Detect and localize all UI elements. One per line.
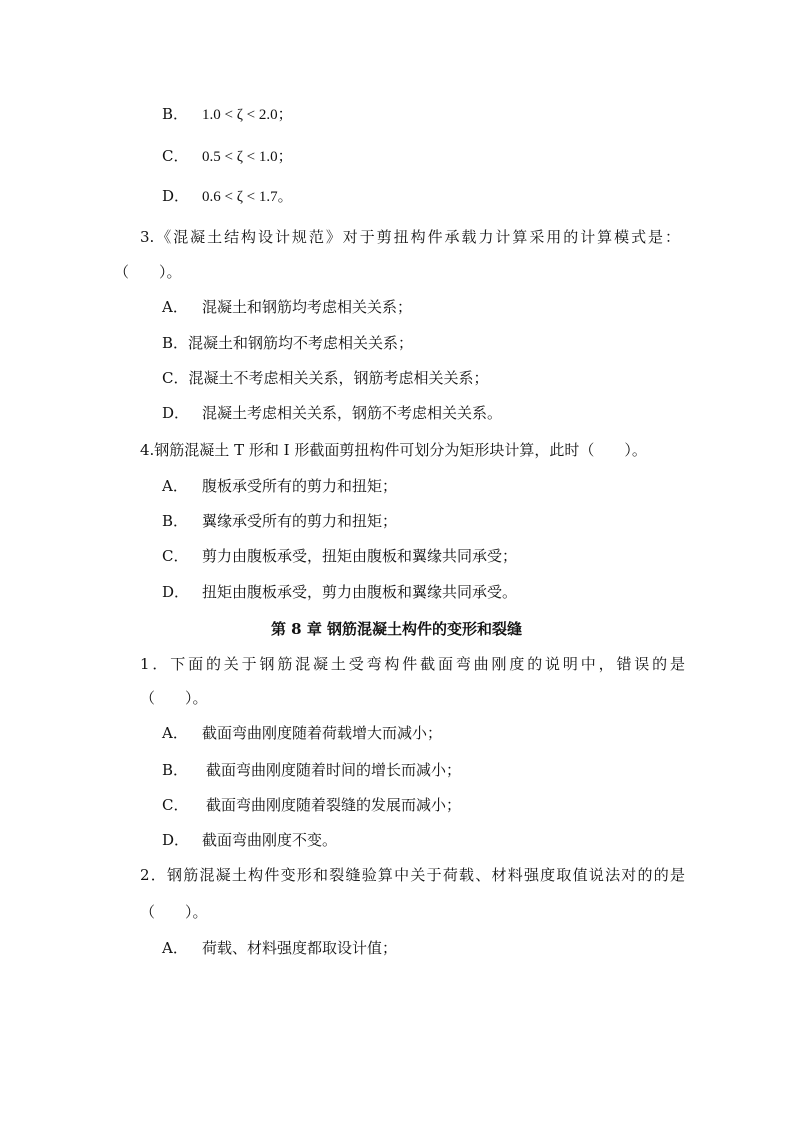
option-text: 混凝土考虑相关关系，钢筋不考虑相关关系。: [202, 404, 503, 422]
ch8-q1-stem-line2: （ ）。: [140, 689, 208, 707]
q3-stem-line1: 3.《混凝土结构设计规范》对于剪扭构件承载力计算采用的计算模式是：: [140, 228, 680, 246]
ch8-q1-option-b: [162, 760, 461, 780]
q3-option-b: [162, 333, 413, 353]
option-text: 剪力由腹板承受，扭矩由腹板和翼缘共同承受；: [202, 547, 518, 565]
option-text: 混凝土和钢筋均不考虑相关关系；: [188, 334, 414, 352]
ch8-q1-option-a: [162, 723, 442, 743]
option-label: A．: [162, 298, 188, 316]
q2-option-b: [162, 104, 293, 125]
option-text: 荷载、材料强度都取设计值；: [202, 939, 398, 957]
option-text: 1.0 < ζ < 2.0；: [202, 107, 293, 123]
ch8-q2-option-a: [162, 938, 397, 958]
option-text: 截面弯曲刚度随着时间的增长而减小；: [206, 761, 462, 779]
option-label: D．: [162, 583, 190, 601]
option-label: C．: [162, 369, 189, 387]
option-text: 腹板承受所有的剪力和扭矩；: [202, 477, 398, 495]
ch8-q1-stem-line1: 1．下面的关于钢筋混凝土受弯构件截面弯曲刚度的说明中，错误的是: [140, 655, 685, 673]
option-label: C．: [162, 147, 189, 165]
option-label: B．: [162, 334, 189, 352]
q3-option-a: [162, 297, 412, 317]
option-text: 截面弯曲刚度不变。: [202, 831, 338, 849]
option-label: D．: [162, 187, 190, 205]
option-text: 截面弯曲刚度随着裂缝的发展而减小；: [206, 796, 462, 814]
option-label: C．: [162, 547, 189, 565]
q4-option-c: [162, 546, 517, 566]
ch8-q2-stem-line2: （ ）。: [140, 903, 208, 921]
q2-option-c: [162, 146, 293, 167]
chapter-heading: 第 8 章 钢筋混凝土构件的变形和裂缝: [270, 620, 523, 638]
ch8-q1-option-c: [162, 795, 461, 815]
option-text: 0.5 < ζ < 1.0；: [202, 149, 293, 165]
option-label: D．: [162, 404, 190, 422]
option-text: 混凝土和钢筋均考虑相关关系；: [202, 298, 413, 316]
option-text: 扭矩由腹板承受，剪力由腹板和翼缘共同承受。: [202, 583, 518, 601]
option-label: B．: [162, 512, 189, 530]
ch8-q1-option-d: [162, 830, 337, 850]
option-label: C．: [162, 796, 189, 814]
q3-stem-line2: （ ）。: [114, 263, 182, 281]
q4-option-a: [162, 476, 397, 496]
q2-option-d: [162, 186, 293, 207]
option-text: 0.6 < ζ < 1.7。: [202, 189, 293, 205]
option-label: B．: [162, 761, 189, 779]
option-label: A．: [162, 939, 188, 957]
option-text: 截面弯曲刚度随着荷载增大而减小；: [202, 724, 443, 742]
q4-stem: 4.钢筋混凝土 T 形和 I 形截面剪扭构件可划分为矩形块计算，此时（ ）。: [140, 441, 647, 459]
option-label: B．: [162, 105, 189, 123]
q3-option-c: [162, 368, 489, 388]
option-label: A．: [162, 724, 188, 742]
option-text: 混凝土不考虑相关关系，钢筋考虑相关关系；: [188, 369, 489, 387]
option-label: A．: [162, 477, 188, 495]
option-label: D．: [162, 831, 190, 849]
ch8-q2-stem-line1: 2．钢筋混凝土构件变形和裂缝验算中关于荷载、材料强度取值说法对的的是: [140, 866, 685, 884]
option-text: 翼缘承受所有的剪力和扭矩；: [202, 512, 398, 530]
q3-option-d: [162, 403, 502, 423]
q4-option-d: [162, 582, 517, 602]
q4-option-b: [162, 511, 397, 531]
